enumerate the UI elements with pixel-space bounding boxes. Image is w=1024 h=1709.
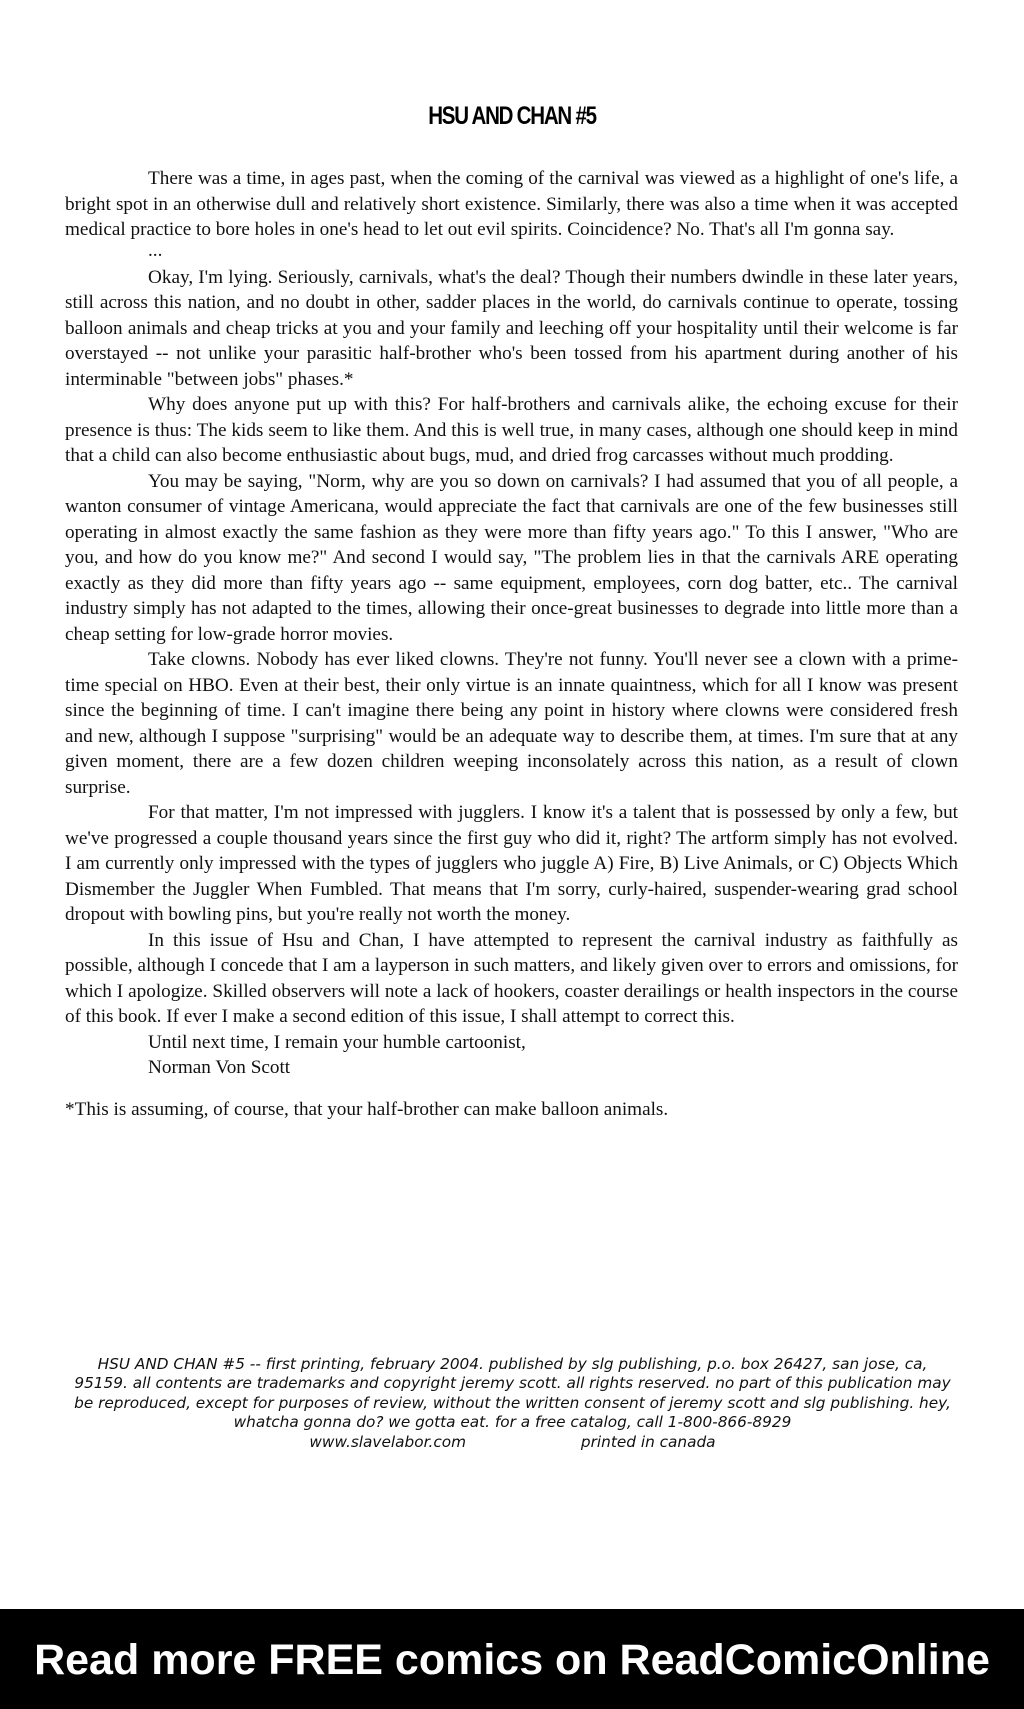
paragraph-intro: There was a time, in ages past, when the coming of the carnival was viewed as a highlight of one's life, a bright spot in an otherwise dull and relatively short existence. Similarly, there was also a time when it was accepted medical practice to bore holes in one's head to let out evil spirits. Coincidence? No. That's all I'm gonna say.: [65, 168, 958, 240]
colophon-text: HSU AND CHAN #5 -- first printing, february 2004. published by slg publishing, p.o. box 26427, san jose, ca, 95159. all contents are trademarks and copyright jeremy scott. all rights reserved. no part of this publication may be reproduced, except for purposes of review, without the written consent of jeremy scott and slg publishing. hey, whatcha gonna do? we gotta eat. for a free catalog, call 1-800-866-8929: [74, 1355, 951, 1432]
paragraph-this-issue: In this issue of Hsu and Chan, I have attempted to represent the carnival industry as faithfully as possible, although I concede that I am a layperson in such matters, and likely given over to errors and omissions, for which I apologize. Skilled observers will note a lack of hookers, coaster derailings or health inspectors in the course of this book. If ever I make a second edition of this issue, I shall attempt to correct this.: [65, 929, 958, 1027]
website-link[interactable]: www.slavelabor.com: [309, 1432, 467, 1451]
paragraph-clowns: Take clowns. Nobody has ever liked clowns. They're not funny. You'll never see a clown with a prime-time special on HBO. Even at their best, their only virtue is an innate quaintness, which for all I know was present since the beginning of time. I can't imagine there being any point in history where clowns were considered fresh and new, although I suppose "surprising" would be an adequate way to describe them, at times. I'm sure that at any given moment, there are a few dozen children weeping inconsolately across this nation, as a result of clown surprise.: [65, 649, 958, 798]
colophon: [70, 1355, 955, 1452]
footnote: *This is assuming, of course, that your half-brother can make balloon animals.: [65, 1098, 669, 1120]
page-title: HSU AND CHAN #5: [428, 102, 596, 130]
editorial-body: [65, 166, 958, 1122]
paragraph-ellipsis: ...: [148, 239, 163, 261]
signature: Norman Von Scott: [148, 1057, 291, 1078]
signoff-line: Until next time, I remain your humble cartoonist,: [148, 1031, 526, 1053]
promo-banner[interactable]: [0, 1609, 1024, 1709]
paragraph-carnivals: Okay, I'm lying. Seriously, carnivals, what's the deal? Though their numbers dwindle in these later years, still across this nation, and no doubt in other, sadder places in the world, do carnivals continue to operate, tossing balloon animals and cheap tricks at you and your family and leeching off your hospitality until their welcome is far overstayed -- not unlike your parasitic half-brother who's been tossed from his apartment during another of his interminable "between jobs" phases.*: [65, 266, 958, 390]
colophon-links: [70, 1433, 955, 1452]
printed-in-note: printed in canada: [580, 1432, 716, 1451]
promo-banner-text[interactable]: Read more FREE comics on ReadComicOnline: [34, 1635, 990, 1684]
paragraph-why: Why does anyone put up with this? For half-brothers and carnivals alike, the echoing excuse for their presence is thus: The kids seem to like them. And this is well true, in many cases, although one should keep in mind that a child can also become enthusiastic about bugs, mud, and dried frog carcasses without much prodding.: [65, 394, 958, 466]
paragraph-norm: You may be saying, "Norm, why are you so down on carnivals? I had assumed that you of all people, a wanton consumer of vintage Americana, would appreciate the fact that carnivals are one of the few businesses still operating in almost exactly the same fashion as they were more than fifty years ago." To this I answer, "Who are you, and how do you know me?" And second I would say, "The problem lies in that the carnivals ARE operating exactly as they did more than fifty years ago -- same equipment, employees, corn dog batter, etc.. The carnival industry simply has not adapted to the times, allowing their once-great businesses to degrade into little more than a cheap setting for low-grade horror movies.: [65, 470, 958, 645]
paragraph-jugglers: For that matter, I'm not impressed with jugglers. I know it's a talent that is possessed by only a few, but we've progressed a couple thousand years since the first guy who did it, right? The artform simply has not evolved. I am currently only impressed with the types of jugglers who juggle A) Fire, B) Live Animals, or C) Objects Which Dismember the Juggler When Fumbled. That means that I'm sorry, curly-haired, suspender-wearing grad school dropout with bowling pins, but you're really not worth the money.: [65, 802, 958, 925]
